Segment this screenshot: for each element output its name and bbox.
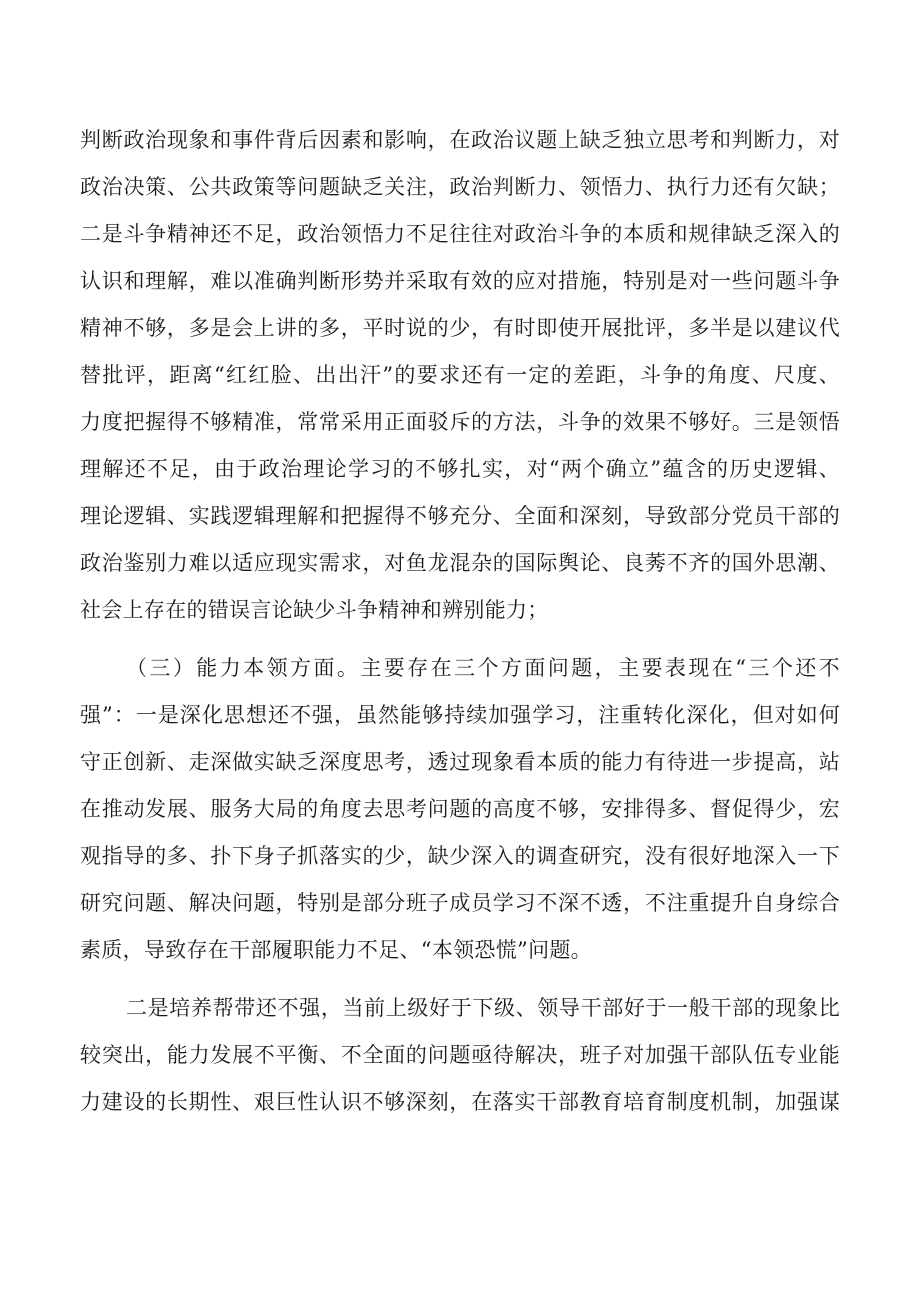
text-line: 认识和理解，难以准确判断形势并采取有效的应对措施，特别是对一些问题斗争 xyxy=(80,269,840,293)
text-line: 理论逻辑、实践逻辑理解和把握得不够充分、全面和深刻，导致部分党员干部的 xyxy=(80,504,840,528)
text-line: 较突出，能力发展不平衡、不全面的问题亟待解决，班子对加强干部队伍专业能 xyxy=(80,1043,840,1067)
text-line: 二是培养帮带还不强，当前上级好于下级、领导干部好于一般干部的现象比 xyxy=(126,996,840,1020)
text-line: 力度把握得不够精准，常常采用正面驳斥的方法，斗争的效果不够好。三是领悟 xyxy=(80,410,840,434)
text-line: 在推动发展、服务大局的角度去思考问题的高度不够，安排得多、督促得少，宏 xyxy=(80,797,840,821)
text-line: 精神不够，多是会上讲的多，平时说的少，有时即使开展批评，多半是以建议代 xyxy=(80,316,840,340)
text-line: 社会上存在的错误言论缺少斗争精神和辨别能力； xyxy=(80,598,549,622)
text-line: 替批评，距离“红红脸、出出汗”的要求还有一定的差距，斗争的角度、尺度、 xyxy=(80,363,840,387)
text-line: 研究问题、解决问题，特别是部分班子成员学习不深不透，不注重提升自身综合 xyxy=(80,891,840,915)
text-line: 守正创新、走深做实缺乏深度思考，透过现象看本质的能力有待进一步提高，站 xyxy=(80,750,840,774)
text-line: 判断政治现象和事件背后因素和影响，在政治议题上缺乏独立思考和判断力，对 xyxy=(80,128,840,152)
text-line: 政治决策、公共政策等问题缺乏关注，政治判断力、领悟力、执行力还有欠缺； xyxy=(80,175,840,199)
text-line: 观指导的多、扑下身子抓落实的少，缺少深入的调查研究，没有很好地深入一下 xyxy=(80,844,840,868)
text-line: 强”：一是深化思想还不强，虽然能够持续加强学习，注重转化深化，但对如何 xyxy=(80,703,840,727)
text-line: 政治鉴别力难以适应现实需求，对鱼龙混杂的国际舆论、良莠不齐的国外思潮、 xyxy=(80,551,840,575)
text-line: 理解还不足，由于政治理论学习的不够扎实，对“两个确立”蕴含的历史逻辑、 xyxy=(80,457,840,481)
text-line: 二是斗争精神还不足，政治领悟力不足往往对政治斗争的本质和规律缺乏深入的 xyxy=(80,222,840,246)
text-line: （三）能力本领方面。主要存在三个方面问题，主要表现在“三个还不 xyxy=(126,656,840,680)
text-line: 力建设的长期性、艰巨性认识不够深刻，在落实干部教育培育制度机制，加强谋 xyxy=(80,1090,840,1114)
text-line: 素质，导致存在干部履职能力不足、“本领恐慌”问题。 xyxy=(80,938,592,962)
